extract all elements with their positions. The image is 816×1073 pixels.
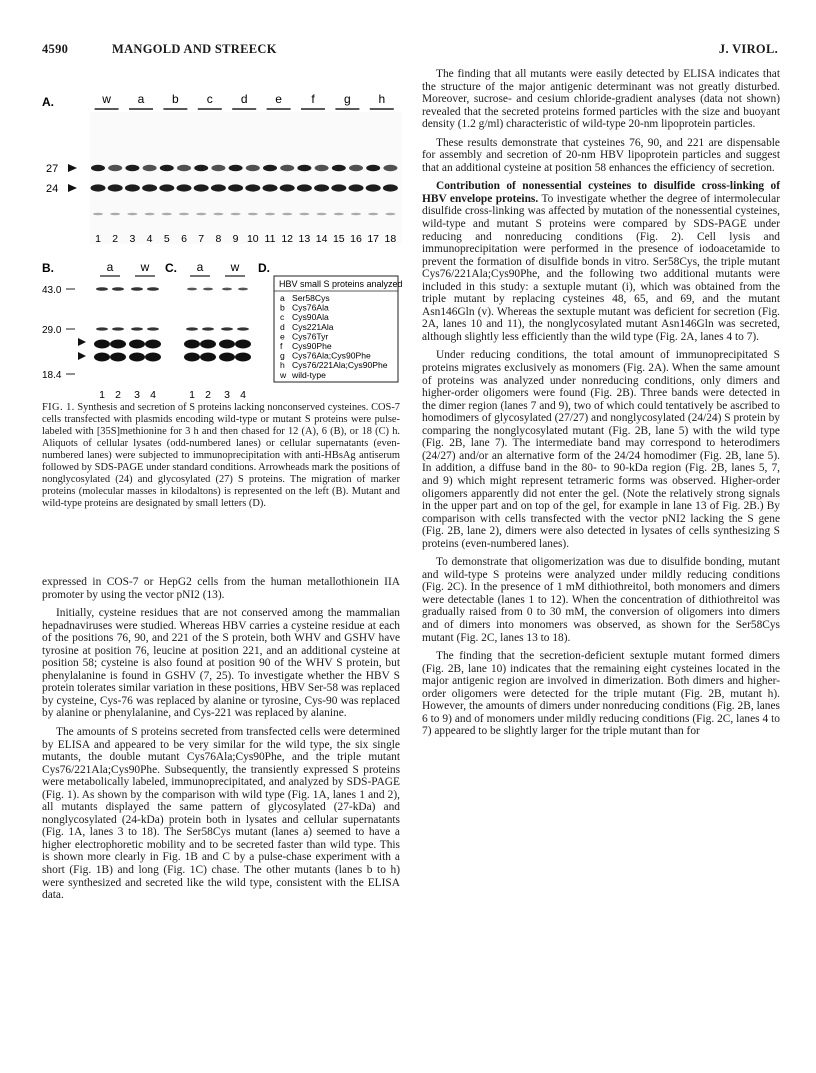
panel-d-item-letter: e [280,331,285,342]
section-body: To investigate whether the degree of intermolecular disulfide cross-linking was affected by mutation of the nonessential cysteines, wild-type and mutant S proteins were compared by SDS-PAGE under reducing and nonreducing conditions (Fig. 2). Cell lysis and immunoprecipitation were performed in the presence of iodoacetamide to prevent the formation of disulfide bonds in vitro. Ser58Cys, the triple mutant Cys76/221Ala;Cys90Phe, and the following two additional mutants were included in this study: a sextuple mutant (i), which was obtained from the triple mutant by replacing cysteines 48, 65, and 69, and the mutant Asn146Gln (v). Whereas the sextuple mutant was deficient for secretion (Fig. 2A, lanes 10 and 11), the nonglycosylated mutant Asn146Gln was secreted, although slightly less efficiently than the wild type (Fig. 2A, lanes 4 to 7). [422,192,780,343]
panel-c-band-top [222,288,232,291]
panel-c-band-mid [221,327,233,330]
panel-d-label: D. [258,261,270,275]
left-column [42,576,400,908]
panel-a-faint-band [162,213,172,215]
panel-a-lane-number: 16 [350,233,362,245]
panel-a-faint-band [299,213,309,215]
panel-d-item-letter: b [280,302,285,313]
panel-a-group-label: f [311,92,315,106]
paragraph: The finding that all mutants were easily detected by ELISA indicates that the structure of the major antigenic determinant was not greatly disturbed. Moreover, sucrose- and cesium chloride-gradient analyses (data not shown) revealed that the secreted proteins formed particles with the size and buoyant density (1.2 g/ml) characteristic of wild-type 20-nm lipoprotein particles. [422,68,780,131]
panel-b-band-mid [112,327,124,330]
panel-a-faint-band [282,213,292,215]
panel-a-band-27 [383,165,397,171]
panel-a-band-27 [332,165,346,171]
panel-d-item-name: Cys90Ala [292,312,329,323]
panel-d-item-letter: w [280,369,287,380]
panel-b-marker-label: 43.0 [42,285,62,296]
panel-d-item-name: Cys90Phe [292,341,332,351]
panel-c-band-mid [186,327,198,330]
panel-c-lane-number: 3 [224,389,230,401]
panel-b-label: B. [42,261,54,275]
panel-d-item-name: Cys221Ala [292,321,334,332]
panel-c-band-mid [202,327,214,330]
panel-c-label: C. [165,261,177,275]
panel-a-band-27 [108,165,122,171]
panel-a-band-24 [297,184,312,191]
panel-a-band-24 [91,184,106,191]
panel-a-lane-number: 3 [129,233,136,245]
panel-a-faint-band [110,213,120,215]
panel-a-label: A. [42,95,54,109]
panel-b-lane-number: 1 [99,389,105,401]
panel-a-lane-number: 13 [298,233,311,245]
panel-a-group-label: g [344,92,351,106]
panel-a-band-24 [211,184,226,191]
panel-b-lane-number: 2 [115,389,121,401]
panel-c-band-top [238,288,248,291]
panel-c-band-27 [184,340,200,349]
panel-c-band-24 [200,353,216,362]
panel-a-arrowhead [68,184,77,192]
figure-1-graphic [42,92,403,401]
panel-a-band-24 [125,184,140,191]
panel-a-lane-number: 9 [232,233,239,245]
panel-b-band-top [131,287,143,291]
panel-c-band-24 [219,353,235,362]
panel-d-item-name: Cys76Ala [292,302,329,313]
panel-d-item-letter: f [280,341,283,351]
panel-a-faint-band [265,213,275,215]
panel-d-item-name: Cys76Ala;Cys90Phe [292,350,371,361]
paragraph: These results demonstrate that cysteines 76, 90, and 221 are dispensable for assembly and secretion of 20-nm HBV lipoprotein particles and suggest that an additional cysteine at position 58 enhances the efficiency of secretion. [422,136,780,174]
panel-a-band-24 [108,184,123,191]
panel-c-band-mid [237,327,249,330]
panel-b-band-27 [129,340,145,349]
panel-a-faint-band [385,213,395,215]
panel-a-band-27 [125,165,139,171]
figure-1 [42,92,403,401]
panel-a-gel [90,112,402,244]
panel-a-faint-band [145,213,155,215]
panel-a-group-label: a [137,92,145,106]
panel-d-item-name: Cys76/221Ala;Cys90Phe [292,360,388,371]
panel-a-lane-number: 8 [215,233,222,245]
page-number: 4590 [42,42,69,56]
panel-a-faint-band [334,213,344,215]
panel-a-lane-number: 12 [281,233,294,245]
panel-a-band-27 [280,165,294,171]
panel-b-band-24 [94,353,110,362]
panel-a-band-24 [383,184,398,191]
panel-a-lane-number: 18 [384,233,397,245]
panel-c-lane-number: 1 [189,389,195,401]
panel-c-band-top [203,288,213,291]
panel-a-group-label: h [378,92,386,106]
panel-a-faint-band [127,213,137,215]
panel-c-band-24 [235,353,251,362]
panel-a-faint-band [317,213,327,215]
paragraph: expressed in COS-7 or HepG2 cells from the human metallothionein IIA promoter by using the vector pNI2 (13). [42,576,400,601]
section-heading: Contribution of nonessential cysteines to disulfide cross-linking of HBV envelope proteins. [422,180,780,205]
journal-name: J. VIROL. [718,42,778,56]
panel-b-group-label: a [106,260,114,274]
panel-b-lane-number: 4 [150,389,156,401]
panel-a-band-27 [194,165,208,171]
panel-b-band-24 [110,353,126,362]
panel-a-band-24 [159,184,174,191]
panel-a-lane-number: 15 [332,233,345,245]
panel-a-band-27 [315,165,329,171]
panel-d-title: HBV small S proteins analyzed [279,279,403,289]
panel-d-item-letter: g [280,350,285,361]
panel-a-faint-band [179,213,189,215]
panel-a-band-24 [194,184,209,191]
panel-a-marker-label: 24 [46,183,59,195]
panel-d-item-name: Ser58Cys [292,293,330,303]
panel-b-band-mid [131,327,143,330]
panel-d-item-letter: h [280,360,285,371]
panel-a-band-27 [143,165,157,171]
panel-c-band-top [187,288,197,291]
running-authors: MANGOLD AND STREECK [112,42,277,56]
panel-b-lane-number: 3 [134,389,140,401]
panel-a-band-24 [331,184,346,191]
panel-a-faint-band [351,213,361,215]
paragraph: To demonstrate that oligomerization was due to disulfide bonding, mutant and wild-type S proteins were analyzed under mildly reducing conditions (Fig. 2C). In the presence of 1 mM dithiothreitol, both monomers and dimers were detectable (lanes 1 to 12). When the concentration of dithiothreitol was gradually raised from 0 to 30 mM, the conversion of oligomers into dimers and of dimers into monomers was observed, as shown for the Ser58Cys mutant (Fig. 2C, lanes 13 to 18). [422,556,780,644]
panel-a-lane-number: 4 [146,233,153,245]
panel-a-faint-band [93,213,103,215]
panel-a-faint-band [368,213,378,215]
caption-text: Synthesis and secretion of S proteins lacking nonconserved cysteines. COS-7 cells transfected with plasmids encoding wild-type or mutant S proteins were pulse-labeled with [35S]methionine for 3 h and then chased for 12 (A), 6 (B), or 18 (C) h. Aliquots of cellular lysates (odd-numbered lanes) or cellular supernatants (even-numbered lanes) were subjected to immunoprecipitation with anti-HBsAg antiserum followed by SDS-PAGE under standard conditions. Arrowheads mark the positions of nonglycosylated (24) and glycosylated (27) S proteins. The migration of marker proteins (molecular masses in kilodaltons) is represented on the left (B). Mutant and wild-type proteins are designated by small letters (D). [42,402,400,510]
paragraph: The finding that the secretion-deficient sextuple mutant formed dimers (Fig. 2B, lane 10) indicates that the remaining eight cysteines located in the major antigenic region are involved in dimerization. Both dimers and higher-order oligomers were detected for the triple mutant (Fig. 2B, mutant h). However, the amounts of dimers under nonreducing conditions (Fig. 2B, lanes 6 to 9) and of monomers under mildly reducing conditions (Fig. 2C, lanes 4 to 7) appeared to be slightly larger for the triple mutant than for [422,650,780,738]
panel-a-band-27 [263,165,277,171]
panel-a-band-24 [177,184,192,191]
panel-d-item-letter: d [280,321,285,332]
panel-a-lane-number: 14 [315,233,328,245]
panel-c-band-27 [219,340,235,349]
panel-a-group-label: e [275,92,282,106]
panel-a-band-24 [142,184,157,191]
panel-a-band-27 [246,165,260,171]
panel-a-lane-number: 11 [264,233,276,245]
panel-a-group-label: b [172,92,179,106]
right-column [422,68,780,744]
panel-a-band-27 [160,165,174,171]
panel-c-group-label: a [196,260,204,274]
panel-a-faint-band [196,213,206,215]
panel-a-band-27 [91,165,105,171]
panel-b-arrowhead [78,338,86,346]
panel-a-lane-number: 2 [112,233,119,245]
panel-a-band-24 [263,184,278,191]
panel-b-band-top [96,287,108,291]
panel-a-arrowhead [68,164,77,172]
panel-a-band-27 [211,165,225,171]
panel-b-band-24 [145,353,161,362]
paragraph: Under reducing conditions, the total amount of immunoprecipitated S proteins migrates exclusively as monomers (Fig. 2A). When the same amount of proteins was analyzed under nonreducing conditions, only dimers and higher-order oligomers were found (Fig. 2B). Three bands were detected in the dimer region (lanes 7 and 9), two of which could tentatively be ascribed to homodimers of glycosylated (27/27) and nonglycosylated (24/24) S protein by comparing the nonglycosylated mutant (Fig. 2B, lane 5) with the wild type (Fig. 2B, lane 7). The intermediate band may correspond to heterodimers (24/27) and/or an alternative form of the 24/24 homodimer (Fig. 2B, lane 5). In addition, a diffuse band in the 80- to 90-kDa region (Fig. 2B, lanes 5, 7, and 9) which might represent tetrameric forms was observed. Higher-order oligomers apparently did not enter the gel. (Note the relatively strong signals in the upper part and on top of the gel, for example in lane 13 of Fig. 2B.) By comparison with cells transfected with the vector pNI2 lacking the S gene (Fig. 2B, lane 2), dimers were also detected in lysates of cells synthesizing S proteins (even-numbered lanes). [422,349,780,550]
panel-b-marker-label: 29.0 [42,325,62,336]
panel-b-marker-label: 18.4 [42,370,62,381]
panel-a-band-27 [177,165,191,171]
panel-a-lane-number: 5 [163,233,170,245]
panel-a-band-24 [245,184,260,191]
panel-b-band-27 [110,340,126,349]
panel-b-band-mid [96,327,108,330]
panel-a-band-27 [366,165,380,171]
figure-label: FIG. 1. [42,402,75,413]
panel-a-faint-band [213,213,223,215]
panel-b-band-27 [145,340,161,349]
panel-c-lane-number: 4 [240,389,246,401]
panel-a-band-27 [229,165,243,171]
panel-a-band-24 [349,184,364,191]
panel-a-band-24 [280,184,295,191]
panel-b-group-label: w [140,260,150,274]
paragraph: The amounts of S proteins secreted from transfected cells were determined by ELISA and appeared to be very similar for the wild type, the six single mutants, the double mutant Cys76Ala;Cys90Phe, and the triple mutant Cys76/221Ala;Cys90Phe. Subsequently, the transiently expressed S proteins were metabolically labeled, immunoprecipitated, and analyzed by SDS-PAGE (Fig. 1). As shown by the comparison with wild type (Fig. 1A, lanes 1 and 2), all mutants displayed the same pattern of glycosylated (27-kDa) and nonglycosylated (24-kDa) protein both in lysates and cellular supernatants (Fig. 1A, lanes 3 to 18). The Ser58Cys mutant (lanes a) seemed to have a higher electrophoretic mobility and to be secreted faster than wild type. This is shown more clearly in Fig. 1B and C by a pulse-chase experiment with a short (Fig. 1B) and long (Fig. 1C) chase. The other mutants (lanes b to h) were synthesized and secreted like the wild type, consistent with the ELISA data. [42,726,400,902]
panel-a-group-label: d [240,92,248,106]
panel-b-band-top [112,287,124,291]
panel-a-band-24 [228,184,243,191]
panel-c-lane-number: 2 [205,389,211,401]
panel-a-band-27 [349,165,363,171]
panel-a-lane-number: 7 [198,233,205,245]
paragraph: Initially, cysteine residues that are not conserved among the mammalian hepadnaviruses were studied. Whereas HBV carries a cysteine residue at each of the positions 76, 90, and 221 of the S protein, both WHV and GSHV have tyrosine at position 76, leucine at position 221, and an additional cysteine at position 58; cysteine is also found at position 90 of the WHV S protein, but phenylalanine is found in GSHV (7, 25). To investigate whether the HBV S protein tolerates similar variation in these positions, HBV Ser-58 was replaced by cysteine, Cys-76 was replaced by alanine or tyrosine, Cys-90 was replaced by alanine or phenylalanine, and Cys-221 was replaced by alanine. [42,607,400,720]
paragraph [422,180,780,343]
panel-a-lane-number: 10 [246,233,259,245]
panel-b-band-mid [147,327,159,330]
panel-b-band-24 [129,353,145,362]
panel-a-band-24 [314,184,329,191]
panel-b-arrowhead [78,352,86,360]
panel-a-group-label: w [102,92,111,106]
panel-c-band-27 [200,340,216,349]
panel-a-faint-band [231,213,241,215]
panel-a-lane-number: 17 [367,233,380,245]
panel-d-item-letter: a [280,293,285,303]
panel-a-faint-band [248,213,258,215]
panel-b-band-top [147,287,159,291]
panel-c-band-24 [184,353,200,362]
panel-c-group-label: w [230,260,240,274]
panel-c-band-27 [235,340,251,349]
panel-a-marker-label: 27 [46,163,59,175]
panel-d-item-name: wild-type [292,369,326,380]
panel-a-band-27 [297,165,311,171]
running-header [42,42,778,62]
panel-a-lane-number: 6 [181,233,187,245]
panel-d-item-name: Cys76Tyr [292,331,329,342]
panel-a-group-label: c [206,92,213,106]
panel-b-band-27 [94,340,110,349]
figure-caption [42,402,400,510]
panel-a-lane-number: 1 [95,233,101,245]
panel-a-band-24 [366,184,381,191]
panel-d-item-letter: c [280,312,285,323]
